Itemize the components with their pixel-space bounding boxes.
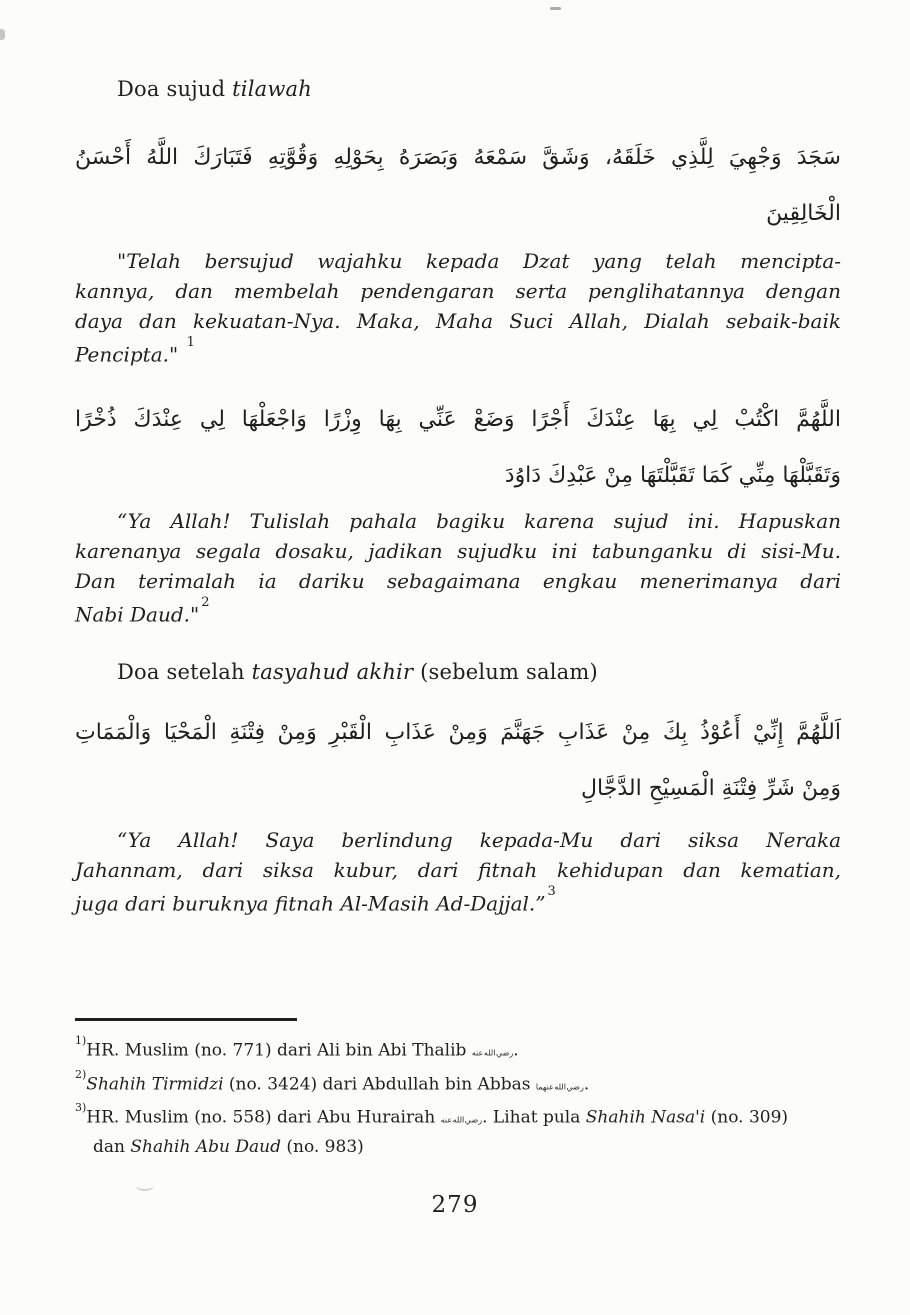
heading-italic-text: tilawah bbox=[232, 77, 312, 101]
arabic-text-line: سَجَدَ وَجْهِيَ لِلَّذِي خَلَقَهُ، وَشَقَّ سَمْعَهُ وَبَصَرَهُ بِحَوْلِهِ وَقُوَّتِهِ فَتَبَارَكَ اللَّهُ أَحْسَنُ bbox=[75, 145, 841, 170]
footnote-2 bbox=[75, 1067, 841, 1101]
footnote-text: HR. Muslim (no. 558) dari Abu Hurairah bbox=[86, 1107, 441, 1128]
text-segment: Pencipta." bbox=[75, 342, 185, 367]
arabic-dua-tasyahud-akhir bbox=[75, 705, 841, 817]
footnote-marker: 3) bbox=[75, 1101, 87, 1115]
footnote-marker: 2) bbox=[75, 1067, 87, 1081]
arabic-text-line: وَتَقَبَّلْهَا مِنِّي كَمَا تَقَبَّلْتَهَا مِنْ عَبْدِكَ دَاوُدَ bbox=[504, 462, 841, 488]
text-line: “Ya Allah! Saya berlindung kepada-Mu dari siksa Neraka bbox=[117, 828, 841, 853]
text-line: "Telah bersujud wajahku kepada Dzat yang telah mencipta- bbox=[117, 249, 841, 273]
text-line: daya dan kekuatan-Nya. Maka, Maha Suci Allah, Dialah sebaik-baik bbox=[75, 309, 841, 333]
footnote-book-title: Shahih Abu Daud bbox=[130, 1136, 281, 1157]
footnote-text: (no. 3424) dari Abdullah bin Abbas bbox=[223, 1074, 536, 1095]
arabic-dua-setelah-sujud bbox=[75, 392, 841, 504]
footnote-section bbox=[75, 1018, 841, 1160]
radhiallahu-anhu-symbol: رضي الله عنه bbox=[440, 1115, 483, 1125]
footnote-text: . bbox=[513, 1040, 519, 1061]
page-number: 279 bbox=[431, 1192, 479, 1218]
arabic-text-line: اَللَّهُمَّ إِنِّيْ أَعُوْذُ بِكَ مِنْ عَذَابِ جَهَنَّمَ وَمِنْ عَذَابِ الْقَبْرِ وَمِنْ فِتْنَةِ الْمَحْيَا وَالْمَمَاتِ bbox=[75, 720, 841, 746]
footnote-text: HR. Muslim (no. 771) dari Ali bin Abi Thalib bbox=[86, 1040, 472, 1061]
translation-tasyahud-akhir bbox=[75, 825, 841, 919]
footnote-3-continuation bbox=[75, 1134, 841, 1160]
radhiallahu-anhu-symbol: رضي الله عنه bbox=[471, 1048, 514, 1058]
text-line: “Ya Allah! Tulislah pahala bagiku karena sujud ini. Hapuskan bbox=[117, 508, 841, 533]
heading-doa-setelah-tasyahud-akhir bbox=[117, 659, 841, 685]
footnote-1 bbox=[75, 1033, 841, 1067]
arabic-text-line: وَمِنْ شَرِّ فِتْنَةِ الْمَسِيْحِ الدَّجَّالِ bbox=[581, 776, 841, 802]
footnote-text: (no. 983) bbox=[280, 1136, 364, 1157]
heading-doa-sujud-tilawah bbox=[117, 76, 841, 102]
footnote-text: dan bbox=[93, 1136, 131, 1157]
translation-sujud-tilawah bbox=[75, 246, 841, 370]
heading-text: (sebelum salam) bbox=[413, 660, 598, 685]
text-line: Dan terimalah ia dariku sebagaimana engkau menerimanya dari bbox=[75, 568, 841, 593]
arabic-text-line: الْخَالِقِينَ bbox=[766, 201, 841, 226]
footnote-marker: 1) bbox=[75, 1034, 87, 1047]
scan-artifact-edge-blob bbox=[0, 29, 5, 40]
footnote-text: (no. 309) bbox=[705, 1107, 789, 1128]
scan-artifact-squiggle bbox=[136, 1180, 154, 1191]
footnote-text: . Lihat pula bbox=[482, 1107, 586, 1128]
arabic-dua-sujud-tilawah bbox=[75, 130, 841, 242]
text-segment: juga dari buruknya fitnah Al-Masih Ad-Dajjal.” bbox=[75, 891, 546, 916]
footnote-divider bbox=[75, 1018, 297, 1021]
translation-dua-sujud bbox=[75, 506, 841, 630]
text-line: kannya, dan membelah pendengaran serta penglihatannya dengan bbox=[75, 279, 841, 303]
text-segment: Nabi Daud." bbox=[75, 602, 200, 627]
arabic-text-line: اللَّهُمَّ اكْتُبْ لِي بِهَا عِنْدَكَ أَجْرًا وَضَعْ عَنِّي بِهَا وِزْرًا وَاجْعَلْهَا لِي عِنْدَكَ ذُخْرًا bbox=[75, 406, 841, 432]
text-line bbox=[75, 885, 841, 919]
heading-text: Doa sujud bbox=[117, 77, 233, 101]
radhiallahu-anhu-symbol: رضي الله عنهما bbox=[535, 1082, 584, 1092]
footnote-ref-1: 1 bbox=[186, 335, 195, 350]
footnote-ref-2: 2 bbox=[201, 594, 210, 610]
footnote-3 bbox=[75, 1100, 841, 1134]
text-line: karenanya segala dosaku, jadikan sujudku ini tabunganku di sisi-Mu. bbox=[75, 538, 841, 563]
page-content bbox=[75, 0, 841, 919]
footnote-book-title: Shahih Tirmidzi bbox=[86, 1074, 224, 1095]
heading-italic-text: tasyahud akhir bbox=[251, 660, 414, 685]
footnote-ref-3: 3 bbox=[547, 884, 556, 900]
text-line bbox=[75, 336, 841, 370]
footnote-book-title: Shahih Nasa'i bbox=[585, 1107, 706, 1128]
text-line: Jahannam, dari siksa kubur, dari fitnah kehidupan dan kematian, bbox=[75, 858, 841, 883]
heading-text: Doa setelah bbox=[117, 660, 252, 685]
footnote-text: . bbox=[583, 1074, 590, 1095]
text-line bbox=[75, 596, 841, 630]
